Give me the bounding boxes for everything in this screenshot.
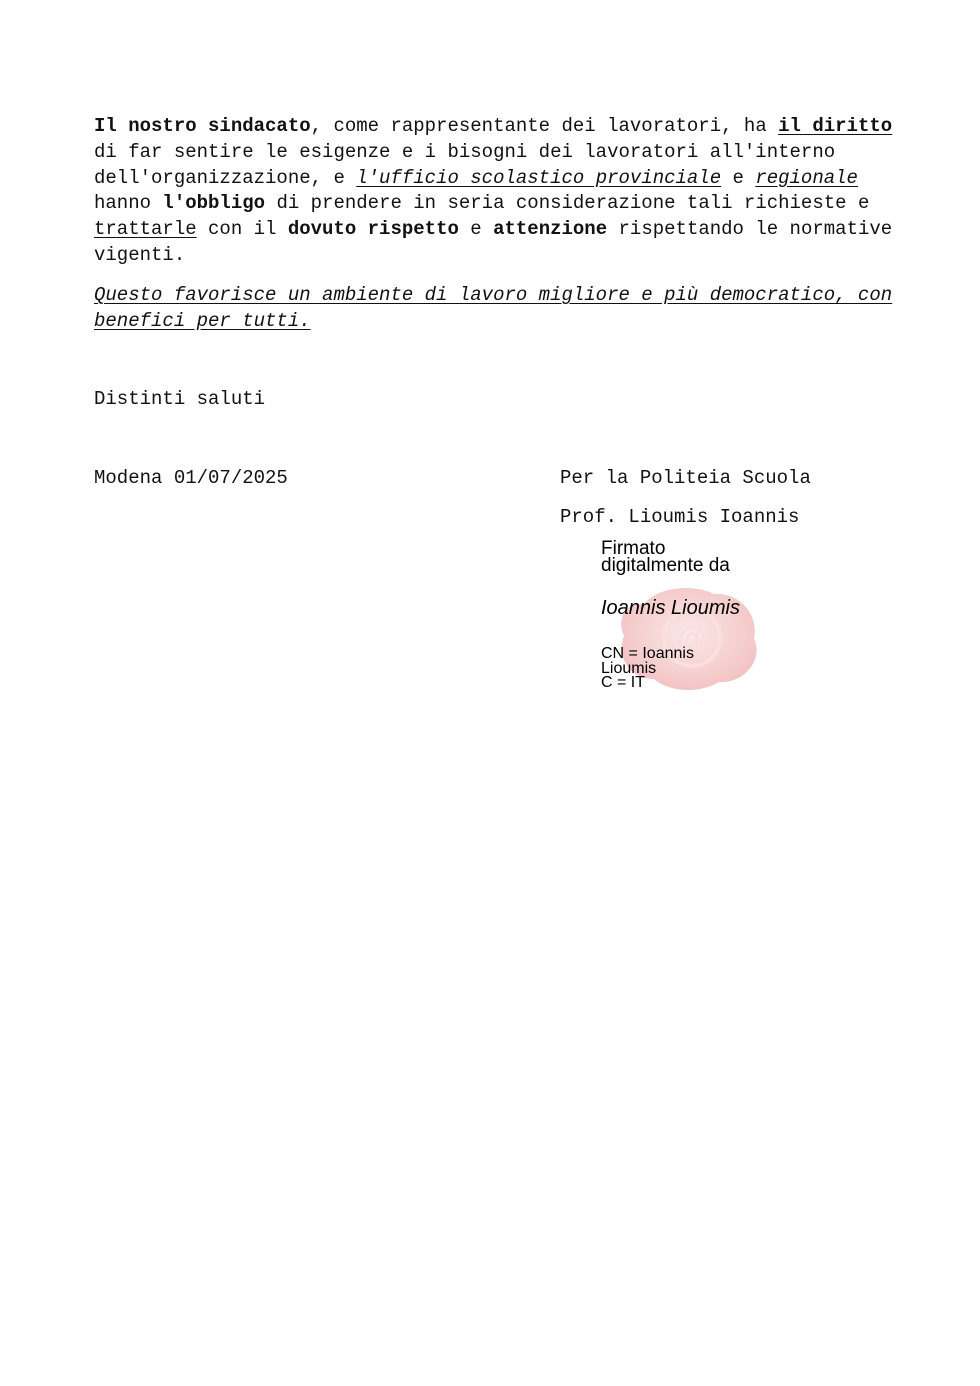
body-paragraph-1 (94, 114, 894, 269)
emphasis-obligation: l'obbligo (162, 192, 266, 215)
emphasis-provincial-office: l'ufficio scolastico provinciale (356, 166, 722, 189)
signatory-name: Prof. Lioumis Ioannis (560, 506, 800, 528)
text-segment: , come rappresentante dei lavoratori, ha (310, 115, 779, 137)
cert-cn-line1: CN = Ioannis (601, 645, 694, 662)
signer-name: Ioannis Lioumis (601, 597, 740, 619)
organization-line: Per la Politeia Scuola (560, 467, 811, 489)
emphasis-right: il diritto (778, 115, 893, 137)
signature-label-line2: digitalmente da (601, 555, 730, 576)
emphasis-respect: dovuto rispetto (287, 218, 459, 241)
cert-cn-line2: Lioumis (601, 660, 657, 677)
digital-signature-block (600, 540, 800, 700)
emphasis-handle: trattarle (94, 218, 197, 241)
emphasis-attention: attenzione (493, 218, 608, 241)
body-paragraph-2: Questo favorisce un ambiente di lavoro migliore e più democratico, con benefici per tutti. (94, 284, 893, 332)
text-segment: rispettando le normative vigenti. (94, 218, 893, 266)
emphasis-regional: regionale (755, 166, 858, 189)
text-segment: con il (196, 218, 288, 241)
text-segment: di prendere in seria considerazione tali richieste e (265, 192, 870, 215)
closing-salutation: Distinti saluti (94, 388, 266, 410)
text-segment: hanno (94, 192, 163, 215)
place-date: Modena 01/07/2025 (94, 467, 288, 489)
emphasis-union: Il nostro sindacato (94, 115, 311, 137)
text-segment: e (458, 218, 494, 241)
signature-label-line1: Firmato (601, 538, 666, 559)
svg-text:@: @ (677, 622, 707, 655)
cert-country: C = IT (601, 674, 646, 691)
text-segment: di far sentire le esigenze e i bisogni dei lavoratori all'interno dell'organizzazione, e (94, 140, 836, 189)
text-segment: e (721, 166, 756, 189)
